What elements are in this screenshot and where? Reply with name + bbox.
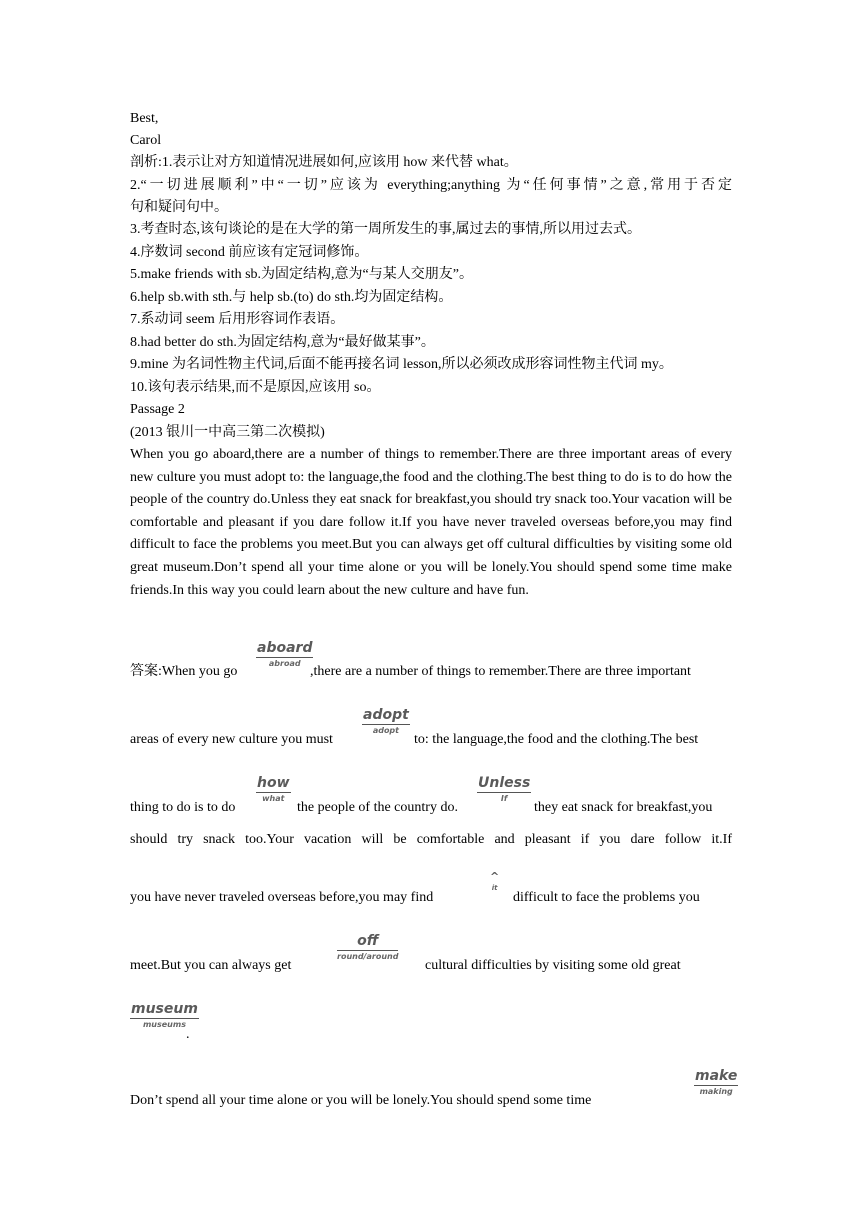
answer-line-7: . (186, 1027, 190, 1042)
correction-unless: Unless If (478, 775, 531, 803)
analysis-item-1: 剖析:1.表示让对方知道情况进展如何,应该用 how 来代替 what。 (130, 155, 518, 170)
answer-line-4: should try snack too.Your vacation will be comfortable and pleasant if you dare follow it.If (130, 832, 732, 847)
answer-line-1b: ,there are a number of things to remember.There are three important (310, 664, 691, 679)
answer-line-6b: cultural difficulties by visiting some old great (425, 958, 681, 973)
analysis-item-2: 2.“一切进展顺利”中“一切”应该为 everything;anything 为“任何事情”之意,常用于否定 (130, 178, 732, 193)
analysis-item-4: 4.序数词 second 前应该有定冠词修饰。 (130, 245, 369, 260)
correction-aboard: aboard abroad (257, 640, 313, 668)
analysis-item-8: 8.had better do sth.为固定结构,意为“最好做某事”。 (130, 335, 435, 350)
analysis-item-5: 5.make friends with sb.为固定结构,意为“与某人交朋友”。 (130, 267, 473, 282)
answer-line-8: Don’t spend all your time alone or you will be lonely.You should spend some time (130, 1093, 592, 1108)
answer-line-3c: they eat snack for breakfast,you (534, 800, 713, 815)
answer-line-6a: meet.But you can always get (130, 958, 292, 973)
answer-line-1a: 答案:When you go (130, 664, 238, 679)
answer-line-3b: the people of the country do. (297, 800, 458, 815)
correction-how: how what (257, 775, 290, 803)
correction-off: off round/around (337, 933, 399, 961)
correction-make: make making (695, 1068, 738, 1096)
answer-line-3a: thing to do is to do (130, 800, 236, 815)
correction-adopt: adopt adopt (363, 707, 409, 735)
letter-signature: Carol (130, 133, 162, 148)
analysis-item-3: 3.考查时态,该句谈论的是在大学的第一周所发生的事,属过去的事情,所以用过去式。 (130, 222, 641, 237)
answer-line-2b: to: the language,the food and the clothing.The best (414, 732, 699, 747)
passage-title: Passage 2 (130, 402, 185, 417)
analysis-item-6: 6.help sb.with sth.与 help sb.(to) do sth.均为固定结构。 (130, 290, 453, 305)
answer-line-2a: areas of every new culture you must (130, 732, 333, 747)
analysis-item-9: 9.mine 为名词性物主代词,后面不能再接名词 lesson,所以必须改成形容词性物主代词 my。 (130, 357, 673, 372)
correction-museum: museum museums (131, 1001, 198, 1029)
answer-line-5a: you have never traveled overseas before,you may find (130, 890, 434, 905)
passage-source: (2013 银川一中高三第二次模拟) (130, 425, 325, 440)
letter-closing: Best, (130, 111, 159, 126)
analysis-item-2-cont: 句和疑问句中。 (130, 200, 228, 215)
answer-line-5b: difficult to face the problems you (513, 890, 700, 905)
correction-insert-it: ^ it (490, 870, 500, 892)
passage-text: When you go aboard,there are a number of things to remember.There are three important areas of every new culture you must adopt to: the language,the food and the clothing.The best thing to do is to do how the people of the country do.Unless they eat snack for breakfast,you should try snack too.Your vacation will be comfortable and pleasant if you dare follow it.If you have never traveled overseas before,you may find difficult to face the problems you meet.But you can always get off cultural difficulties by visiting some old great museum.Don’t spend all your time alone or you will be lonely.You should spend some time make friends.In this way you could learn about the new culture and have fun. (130, 447, 732, 598)
analysis-item-7: 7.系动词 seem 后用形容词作表语。 (130, 312, 345, 327)
analysis-item-10: 10.该句表示结果,而不是原因,应该用 so。 (130, 380, 381, 395)
